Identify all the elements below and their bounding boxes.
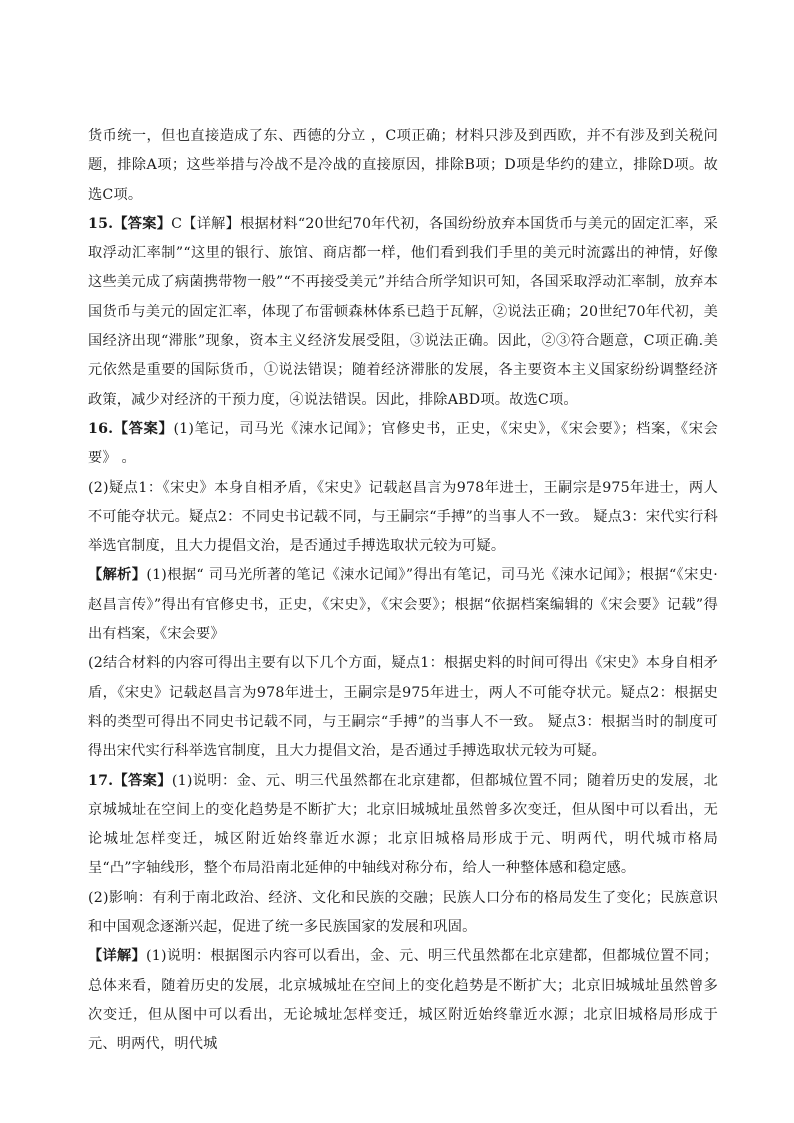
document-page	[88, 122, 718, 1060]
paragraph-1-text: 货币统一，但也直接造成了东、西德的分立 ，C项正确；材料只涉及到西欧，并不有涉及到关税问题，排除A项；这些举措与冷战不是冷战的直接原因，排除B项；D项是华约的建立，排除D项。故选C项。	[88, 128, 718, 203]
answer-label-15: 15.【答案】	[88, 215, 172, 232]
paragraph-5-text: (1)根据“ 司马光所著的笔记《涑水记闻》”得出有笔记，司马光《涑水记闻》；根据“《宋史·赵昌言传》”得出有官修史书，正史，《宋史》，《宋会要》；根据“依据档案编辑的《宋会要》记载”得出有档案，《宋会要》	[88, 567, 718, 643]
detail-label: 【详解】	[88, 948, 147, 965]
paragraph-2	[88, 210, 718, 415]
paragraph-5	[88, 561, 718, 649]
answer-label-17: 17.【答案】	[88, 772, 172, 789]
paragraph-3	[88, 415, 718, 474]
paragraph-9	[88, 942, 718, 1059]
paragraph-4-text: (2)疑点1：《宋史》本身自相矛盾，《宋史》记载赵昌言为978年进士，王嗣宗是975年进士，两人不可能夺状元。疑点2：不同史书记载不同，与王嗣宗“手搏”的当事人不一致。 疑点3：宋代实行科举选官制度，且大力提倡文治，是否通过手搏选取状元较为可疑。	[88, 479, 718, 555]
paragraph-7-text: (1)说明：金、元、明三代虽然都在北京建都，但都城位置不同；随着历史的发展，北京城城址在空间上的变化趋势是不断扩大；北京旧城城址虽然曾多次变迁，但从图中可以看出，无论城址怎样变迁，城区附近始终靠近水源；北京旧城格局形成于元、明两代，明代城市格局呈“凸”字轴线形，整个布局沿南北延伸的中轴线对称分布，给人一种整体感和稳定感。	[88, 772, 718, 877]
answer-label-16: 16.【答案】	[88, 420, 174, 437]
paragraph-8-text: (2)影响：有利于南北政治、经济、文化和民族的交融；民族人口分布的格局发生了变化；民族意识和中国观念逐渐兴起，促进了统一多民族国家的发展和巩固。	[88, 889, 718, 936]
paragraph-8	[88, 884, 718, 943]
paragraph-6	[88, 649, 718, 766]
analysis-label: 【解析】	[88, 567, 147, 584]
paragraph-7	[88, 767, 718, 884]
paragraph-1	[88, 122, 718, 210]
paragraph-6-text: (2结合材料的内容可得出主要有以下几个方面，疑点1：根据史料的时间可得出《宋史》本身自相矛盾，《宋史》记载赵昌言为978年进士，王嗣宗是975年进士，两人不可能夺状元。疑点2：根据史料的类型可得出不同史书记载不同，与王嗣宗“手搏”的当事人不一致。 疑点3：根据当时的制度可得出宋代实行科举选官制度，且大力提倡文治，是否通过手搏选取状元较为可疑。	[88, 655, 718, 760]
paragraph-3-text: (1)笔记，司马光《涑水记闻》；官修史书，正史，《宋史》，《宋会要》；档案，《宋会要》 。	[88, 420, 718, 467]
paragraph-4	[88, 474, 718, 562]
paragraph-9-text: (1)说明：根据图示内容可以看出，金、元、明三代虽然都在北京建都，但都城位置不同；总体来看，随着历史的发展，北京城城址在空间上的变化趋势是不断扩大；北京旧城城址虽然曾多次变迁，但从图中可以看出，无论城址怎样变迁，城区附近始终靠近水源；北京旧城格局形成于元、明两代，明代城	[88, 948, 718, 1053]
paragraph-2-text: C【详解】根据材料“20世纪70年代初，各国纷纷放弃本国货币与美元的固定汇率，采取浮动汇率制”“这里的银行、旅馆、商店都一样，他们看到我们手里的美元时流露出的神情，好像这些美元成了病菌携带物一般”“不再接受美元”并结合所学知识可知，各国采取浮动汇率制，放弃本国货币与美元的固定汇率，体现了布雷顿森林体系已趋于瓦解，②说法正确；20世纪70年代初，美国经济出现“滞胀”现象，资本主义经济发展受阻，③说法正确。因此，②③符合题意，C项正确.美元依然是重要的国际货币，①说法错误；随着经济滞胀的发展，各主要资本主义国家纷纷调整经济政策，减少对经济的干预力度，④说法错误。因此，排除ABD项。故选C项。	[88, 215, 718, 408]
